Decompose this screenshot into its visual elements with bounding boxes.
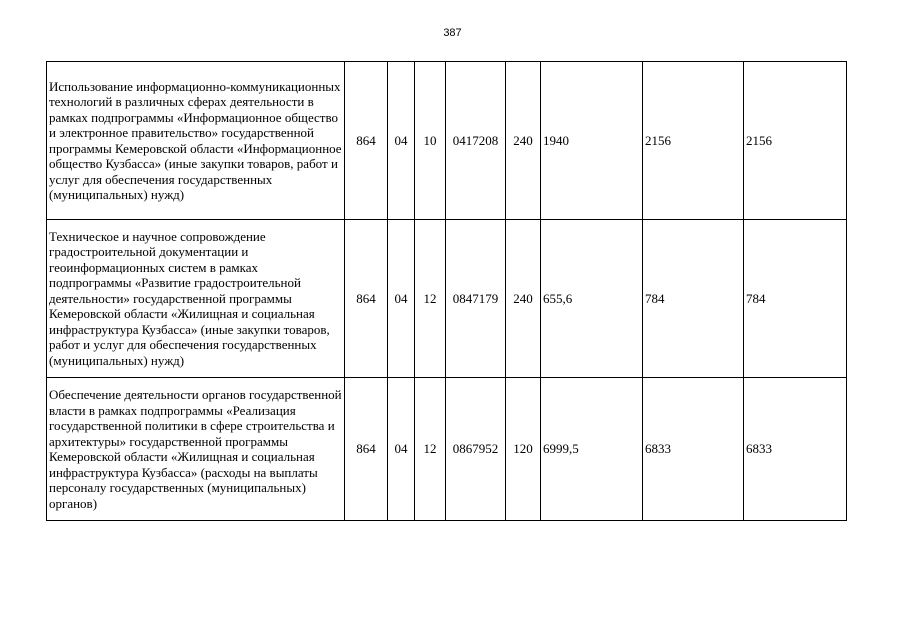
ministry-code: 864	[345, 378, 388, 521]
table-row	[47, 62, 847, 220]
ministry-code: 864	[345, 62, 388, 220]
target-article-code: 0867952	[446, 378, 506, 521]
row-description: Техническое и научное сопровождение градостроительной документации и геоинформационных систем в рамках подпрограммы «Развитие градостроительной деятельности» государственной программы Кемеровской области «Жилищная и социальная инфраструктура Кузбасса» (иные закупки товаров, работ и услуг для обеспечения государственных (муниципальных) нужд)	[47, 220, 345, 378]
amount-year-2: 6833	[643, 378, 744, 521]
amount-year-3: 2156	[744, 62, 847, 220]
subsection-code: 12	[415, 378, 446, 521]
amount-year-2: 784	[643, 220, 744, 378]
section-code: 04	[388, 378, 415, 521]
expense-type-code: 120	[506, 378, 541, 521]
subsection-code: 10	[415, 62, 446, 220]
target-article-code: 0417208	[446, 62, 506, 220]
ministry-code: 864	[345, 220, 388, 378]
amount-year-2: 2156	[643, 62, 744, 220]
amount-year-1: 1940	[541, 62, 643, 220]
budget-table	[46, 61, 847, 521]
expense-type-code: 240	[506, 220, 541, 378]
amount-year-3: 784	[744, 220, 847, 378]
expense-type-code: 240	[506, 62, 541, 220]
amount-year-1: 655,6	[541, 220, 643, 378]
row-description: Использование информационно-коммуникационных технологий в различных сферах деятельности в рамках подпрограммы «Информационное общество и электронное правительство» государственной программы Кемеровской области «Информационное общество Кузбасса» (иные закупки товаров, работ и услуг для обеспечения государственных (муниципальных) нужд)	[47, 62, 345, 220]
target-article-code: 0847179	[446, 220, 506, 378]
amount-year-3: 6833	[744, 378, 847, 521]
row-description: Обеспечение деятельности органов государственной власти в рамках подпрограммы «Реализация государственной политики в сфере строительства и архитектуры» государственной программы Кемеровской области «Жилищная и социальная инфраструктура Кузбасса» (расходы на выплаты персоналу государственных (муниципальных) органов)	[47, 378, 345, 521]
section-code: 04	[388, 62, 415, 220]
table-row	[47, 220, 847, 378]
section-code: 04	[388, 220, 415, 378]
page-number: 387	[443, 27, 462, 39]
amount-year-1: 6999,5	[541, 378, 643, 521]
table-row	[47, 378, 847, 521]
subsection-code: 12	[415, 220, 446, 378]
